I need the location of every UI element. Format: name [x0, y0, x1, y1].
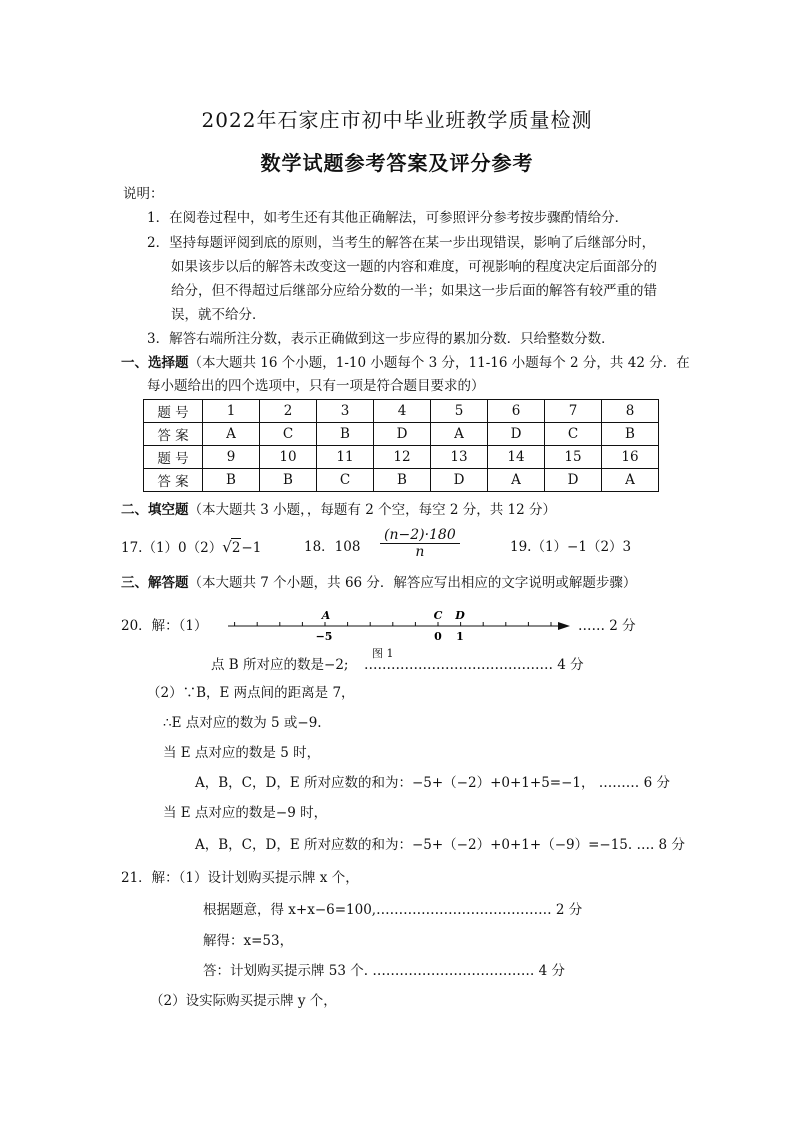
- section1-heading: 一、选择题: [121, 355, 189, 371]
- q20-line-b: 点 B 所对应的数是−2;: [211, 657, 349, 673]
- tick-label-minus5: −5: [315, 630, 333, 643]
- tick-label-1: 1: [456, 630, 464, 643]
- question-number: 1: [203, 400, 260, 423]
- notes-heading: 说明：: [123, 186, 164, 202]
- question-number: 13: [431, 446, 488, 469]
- note-1: 1．在阅卷过程中，如考生还有其他正确解法，可参照评分参考按步骤酌情给分．: [147, 210, 629, 226]
- table-row: [144, 446, 659, 469]
- q18-fraction: [380, 527, 460, 560]
- q20-label: 20．解：（1）: [121, 618, 208, 634]
- section3-heading: 三、解答题: [121, 575, 189, 591]
- note-2-cont-1: 如果该步以后的解答未改变这一题的内容和难度，可视影响的程度决定后面部分的: [171, 259, 657, 275]
- q17-suffix: −1: [241, 540, 262, 556]
- answer-cell: C: [317, 469, 374, 492]
- question-number: 14: [488, 446, 545, 469]
- q20-part2-line4: A，B，C，D，E 所对应数的和为：−5+（−2）+0+1+5=−1， ……… 6 分: [195, 775, 670, 791]
- answer-cell: C: [260, 423, 317, 446]
- number-line-ticks: [235, 622, 551, 626]
- section1-desc: （本大题共 16 个小题，1-10 小题每个 3 分，11-16 小题每个 2 分，共 42 分．在: [188, 355, 690, 371]
- arrow-right-icon: [558, 622, 570, 630]
- answer-cell: A: [602, 469, 659, 492]
- q20-part2-line2: ∴E 点对应的数为 5 或−9.: [163, 715, 322, 731]
- question-number: 4: [374, 400, 431, 423]
- answer-cell: D: [488, 423, 545, 446]
- question-number: 8: [602, 400, 659, 423]
- q21-line3: 解得：x=53，: [203, 933, 294, 949]
- note-2-cont-2: 给分，但不得超过后继部分应给分数的一半；如果这一步后面的解答有较严重的错: [171, 283, 657, 299]
- q20-part2-line1: （2）∵B，E 两点间的距离是 7，: [147, 685, 355, 701]
- answer-cell: B: [203, 469, 260, 492]
- tick-label-0: 0: [434, 630, 442, 643]
- question-number: 2: [260, 400, 317, 423]
- answer-cell: A: [431, 423, 488, 446]
- question-number: 10: [260, 446, 317, 469]
- answer-cell: D: [431, 469, 488, 492]
- q20-score-1: …… 2 分: [578, 618, 636, 634]
- row-label: 答 案: [144, 423, 203, 446]
- q18-answer: 18．108: [304, 539, 361, 555]
- answer-cell: A: [488, 469, 545, 492]
- answer-cell: D: [374, 423, 431, 446]
- figure-caption: 图 1: [372, 647, 394, 660]
- q21-line2: 根据题意，得 x+x−6=100,………………………………… 2 分: [203, 902, 583, 918]
- answer-cell: B: [317, 423, 374, 446]
- section1-line1: [121, 354, 690, 372]
- answer-table: [143, 399, 659, 492]
- sqrt-icon: √: [222, 538, 232, 556]
- answer-cell: B: [374, 469, 431, 492]
- document-subtitle: 数学试题参考答案及评分参考: [260, 151, 534, 175]
- note-3: 3．解答右端所注分数，表示正确做到这一步应得的累加分数．只给整数分数．: [147, 331, 615, 347]
- q17-answer: [121, 538, 261, 557]
- question-number: 6: [488, 400, 545, 423]
- q17-prefix: 17.（1）0（2）: [121, 540, 223, 556]
- q20-part2-line6: A，B，C，D，E 所对应数的和为：−5+（−2）+0+1+（−9）=−15. …. 8 分: [195, 837, 685, 853]
- question-number: 11: [317, 446, 374, 469]
- number-line: [224, 608, 584, 648]
- question-number: 5: [431, 400, 488, 423]
- note-2-cont-3: 误，就不给分．: [171, 307, 266, 323]
- row-label: 题 号: [144, 446, 203, 469]
- section2-line: [121, 501, 556, 519]
- document-title: 2022年石家庄市初中毕业班教学质量检测: [201, 108, 593, 132]
- q19-answer: 19.（1）−1（2）3: [510, 539, 632, 555]
- point-a-label: A: [321, 609, 331, 622]
- q20-part2-line5: 当 E 点对应的数是−9 时，: [163, 805, 328, 821]
- answer-cell: A: [203, 423, 260, 446]
- q21-line5: （2）设实际购买提示牌 y 个，: [150, 993, 337, 1009]
- fraction-numerator: (n−2)·180: [380, 527, 460, 544]
- note-2: 2．坚持每题评阅到底的原则，当考生的解答在某一步出现错误，影响了后继部分时，: [147, 235, 656, 251]
- q21-line1: 21．解：（1）设计划购买提示牌 x 个，: [121, 870, 359, 886]
- section2-desc: （本大题共 3 小题，，每题有 2 个空，每空 2 分，共 12 分）: [188, 502, 557, 518]
- section2-heading: 二、填空题: [121, 502, 189, 518]
- question-number: 15: [545, 446, 602, 469]
- table-row: [144, 469, 659, 492]
- question-number: 16: [602, 446, 659, 469]
- section1-desc-line2: 每小题给出的四个选项中，只有一项是符合题目要求的）: [147, 378, 485, 394]
- answer-cell: C: [545, 423, 602, 446]
- row-label: 题 号: [144, 400, 203, 423]
- answer-cell: B: [260, 469, 317, 492]
- answer-cell: D: [545, 469, 602, 492]
- question-number: 9: [203, 446, 260, 469]
- point-d-label: D: [455, 609, 465, 622]
- question-number: 7: [545, 400, 602, 423]
- row-label: 答 案: [144, 469, 203, 492]
- section3-desc: （本大题共 7 个小题，共 66 分．解答应写出相应的文字说明或解题步骤）: [188, 575, 637, 591]
- question-number: 3: [317, 400, 374, 423]
- table-row: [144, 400, 659, 423]
- q21-line4: 答：计划购买提示牌 53 个. ……………………………… 4 分: [203, 963, 566, 979]
- q17-radicand: 2: [231, 540, 241, 556]
- q20-part2-line3: 当 E 点对应的数是 5 时，: [163, 745, 321, 761]
- point-c-label: C: [433, 609, 443, 622]
- answer-cell: B: [602, 423, 659, 446]
- section3-line: [121, 574, 636, 592]
- q20-score-2: …………………………………… 4 分: [364, 657, 584, 673]
- table-row: [144, 423, 659, 446]
- question-number: 12: [374, 446, 431, 469]
- fraction-denominator: n: [415, 544, 425, 560]
